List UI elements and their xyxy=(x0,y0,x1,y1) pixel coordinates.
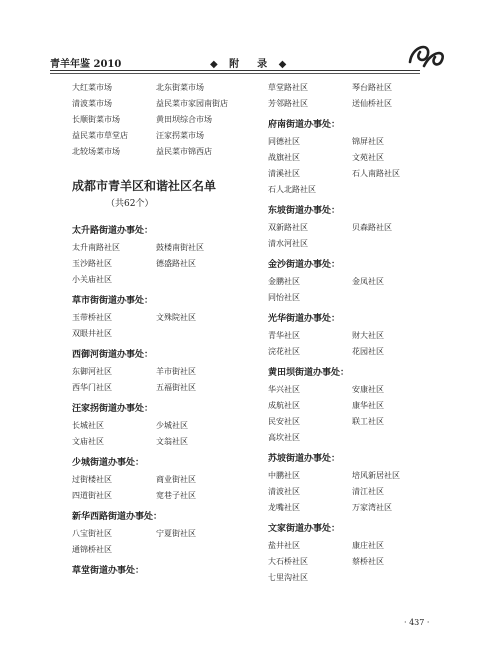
community-row xyxy=(72,418,252,434)
community-row xyxy=(72,488,252,504)
community-row xyxy=(268,414,448,430)
community-name: 长城社区 xyxy=(72,421,104,430)
community-name: 同怡社区 xyxy=(268,293,300,302)
community-row xyxy=(268,166,448,182)
community-row xyxy=(268,554,448,570)
community-name: 中鹏社区 xyxy=(268,471,300,480)
community-name: 宁夏街社区 xyxy=(156,529,196,538)
community-name: 青华社区 xyxy=(268,331,300,340)
community-name: 文翁社区 xyxy=(156,437,188,446)
subdistrict-heading: 汪家拐街道办事处： xyxy=(72,404,154,414)
community-name: 清波菜市场 xyxy=(72,99,112,108)
community-name: 财大社区 xyxy=(352,331,384,340)
community-name: 高坎社区 xyxy=(268,433,300,442)
community-row xyxy=(268,150,448,166)
community-row xyxy=(268,382,448,398)
community-row xyxy=(72,526,252,542)
header-rule-thin xyxy=(50,73,420,74)
subdistrict-heading: 光华街道办事处： xyxy=(268,314,341,324)
community-name: 康华社区 xyxy=(352,401,384,410)
community-row xyxy=(72,128,252,144)
community-name: 玉沙路社区 xyxy=(72,259,112,268)
community-name: 芳邻路社区 xyxy=(268,99,308,108)
community-name: 益民菜市家园南街店 xyxy=(156,99,228,108)
yearbook-title: 青羊年鉴 2010 xyxy=(50,59,122,70)
community-row xyxy=(72,80,252,96)
community-name: 八宝街社区 xyxy=(72,529,112,538)
community-row xyxy=(268,80,448,96)
right-column xyxy=(268,80,448,586)
section-label: ◆ 附 录 ◆ xyxy=(210,59,291,70)
header-rule xyxy=(50,70,420,71)
community-name: 草堂路社区 xyxy=(268,83,308,92)
community-row xyxy=(268,468,448,484)
community-name: 同德社区 xyxy=(268,137,300,146)
community-row xyxy=(268,484,448,500)
community-row xyxy=(72,144,252,160)
community-name: 通锦桥社区 xyxy=(72,545,112,554)
community-name: 蔡桥社区 xyxy=(352,557,384,566)
community-name: 四道街社区 xyxy=(72,491,112,500)
community-name: 长顺街菜市场 xyxy=(72,115,120,124)
community-name: 双眼井社区 xyxy=(72,329,112,338)
community-row xyxy=(72,380,252,396)
community-row xyxy=(268,236,448,252)
community-row xyxy=(72,542,252,558)
community-row xyxy=(268,570,448,586)
subdistrict-heading: 苏坡街道办事处： xyxy=(268,454,341,464)
community-name: 鼓楼南街社区 xyxy=(156,243,204,252)
community-row xyxy=(72,364,252,380)
community-name: 石人南路社区 xyxy=(352,169,400,178)
subdistrict-heading: 文家街道办事处： xyxy=(268,524,341,534)
community-row xyxy=(72,240,252,256)
community-row xyxy=(72,112,252,128)
community-row xyxy=(268,500,448,516)
community-name: 西华门社区 xyxy=(72,383,112,392)
subdistrict-heading: 草市街街道办事处： xyxy=(72,296,154,306)
community-name: 过街楼社区 xyxy=(72,475,112,484)
community-name: 少城社区 xyxy=(156,421,188,430)
community-name: 华兴社区 xyxy=(268,385,300,394)
community-name: 太升南路社区 xyxy=(72,243,120,252)
community-name: 东御河社区 xyxy=(72,367,112,376)
community-name: 玉带桥社区 xyxy=(72,313,112,322)
community-name: 清溪社区 xyxy=(268,169,300,178)
community-name: 七里沟社区 xyxy=(268,573,308,582)
list-count: （共62个） xyxy=(106,199,154,209)
community-name: 益民菜市草堂店 xyxy=(72,131,128,140)
community-name: 送仙桥社区 xyxy=(352,99,392,108)
community-row xyxy=(72,310,252,326)
community-name: 文苑社区 xyxy=(352,153,384,162)
subdistrict-heading: 金沙街道办事处： xyxy=(268,260,341,270)
community-row xyxy=(268,398,448,414)
community-name: 安康社区 xyxy=(352,385,384,394)
subdistrict-heading: 府南街道办事处： xyxy=(268,120,341,130)
community-name: 宽巷子社区 xyxy=(156,491,196,500)
subdistrict-heading: 少城街道办事处： xyxy=(72,458,145,468)
yearbook-logo-icon xyxy=(404,36,448,72)
subdistrict-heading: 东坡街道办事处： xyxy=(268,206,341,216)
community-name: 小关庙社区 xyxy=(72,275,112,284)
community-name: 花园社区 xyxy=(352,347,384,356)
community-name: 文殊院社区 xyxy=(156,313,196,322)
community-name: 战旗社区 xyxy=(268,153,300,162)
community-row xyxy=(268,538,448,554)
community-name: 浣花社区 xyxy=(268,347,300,356)
community-row xyxy=(268,430,448,446)
community-name: 金鹏社区 xyxy=(268,277,300,286)
subdistrict-heading: 草堂街道办事处： xyxy=(72,566,145,576)
community-name: 盐井社区 xyxy=(268,541,300,550)
community-row xyxy=(268,220,448,236)
community-name: 北东街菜市场 xyxy=(156,83,204,92)
community-name: 五福街社区 xyxy=(156,383,196,392)
community-name: 商业街社区 xyxy=(156,475,196,484)
community-name: 益民菜市锦西店 xyxy=(156,147,212,156)
community-name: 羊市街社区 xyxy=(156,367,196,376)
community-name: 锦屏社区 xyxy=(352,137,384,146)
community-row xyxy=(268,182,448,198)
community-row xyxy=(72,326,252,342)
community-row xyxy=(268,290,448,306)
page-header xyxy=(50,55,445,71)
community-name: 贝森路社区 xyxy=(352,223,392,232)
community-name: 北较场菜市场 xyxy=(72,147,120,156)
community-name: 清水河社区 xyxy=(268,239,308,248)
list-title: 成都市青羊区和谐社区名单 xyxy=(72,179,217,193)
left-column xyxy=(72,80,252,580)
community-name: 培风新居社区 xyxy=(352,471,400,480)
community-name: 万家湾社区 xyxy=(352,503,392,512)
community-name: 大石桥社区 xyxy=(268,557,308,566)
community-row xyxy=(268,344,448,360)
community-row xyxy=(72,434,252,450)
community-name: 联工社区 xyxy=(352,417,384,426)
community-name: 康庄社区 xyxy=(352,541,384,550)
community-row xyxy=(268,328,448,344)
community-name: 汪家拐菜市场 xyxy=(156,131,204,140)
community-name: 德盛路社区 xyxy=(156,259,196,268)
community-name: 清江社区 xyxy=(352,487,384,496)
community-row xyxy=(268,274,448,290)
community-row xyxy=(72,472,252,488)
community-name: 龙嘴社区 xyxy=(268,503,300,512)
subdistrict-heading: 太升路街道办事处： xyxy=(72,226,154,236)
community-name: 双新路社区 xyxy=(268,223,308,232)
community-row xyxy=(72,256,252,272)
community-name: 清波社区 xyxy=(268,487,300,496)
community-name: 金凤社区 xyxy=(352,277,384,286)
community-name: 大红菜市场 xyxy=(72,83,112,92)
community-name: 民安社区 xyxy=(268,417,300,426)
subdistrict-heading: 新华西路街道办事处： xyxy=(72,512,163,522)
page-number: · 437 · xyxy=(404,618,430,627)
subdistrict-heading: 黄田坝街道办事处： xyxy=(268,368,350,378)
community-name: 文庙社区 xyxy=(72,437,104,446)
community-name: 琴台路社区 xyxy=(352,83,392,92)
subdistrict-heading: 西御河街道办事处： xyxy=(72,350,154,360)
community-row xyxy=(72,96,252,112)
community-name: 成航社区 xyxy=(268,401,300,410)
community-name: 黄田坝综合市场 xyxy=(156,115,212,124)
community-name: 石人北路社区 xyxy=(268,185,316,194)
community-row xyxy=(72,272,252,288)
community-row xyxy=(268,96,448,112)
community-row xyxy=(268,134,448,150)
